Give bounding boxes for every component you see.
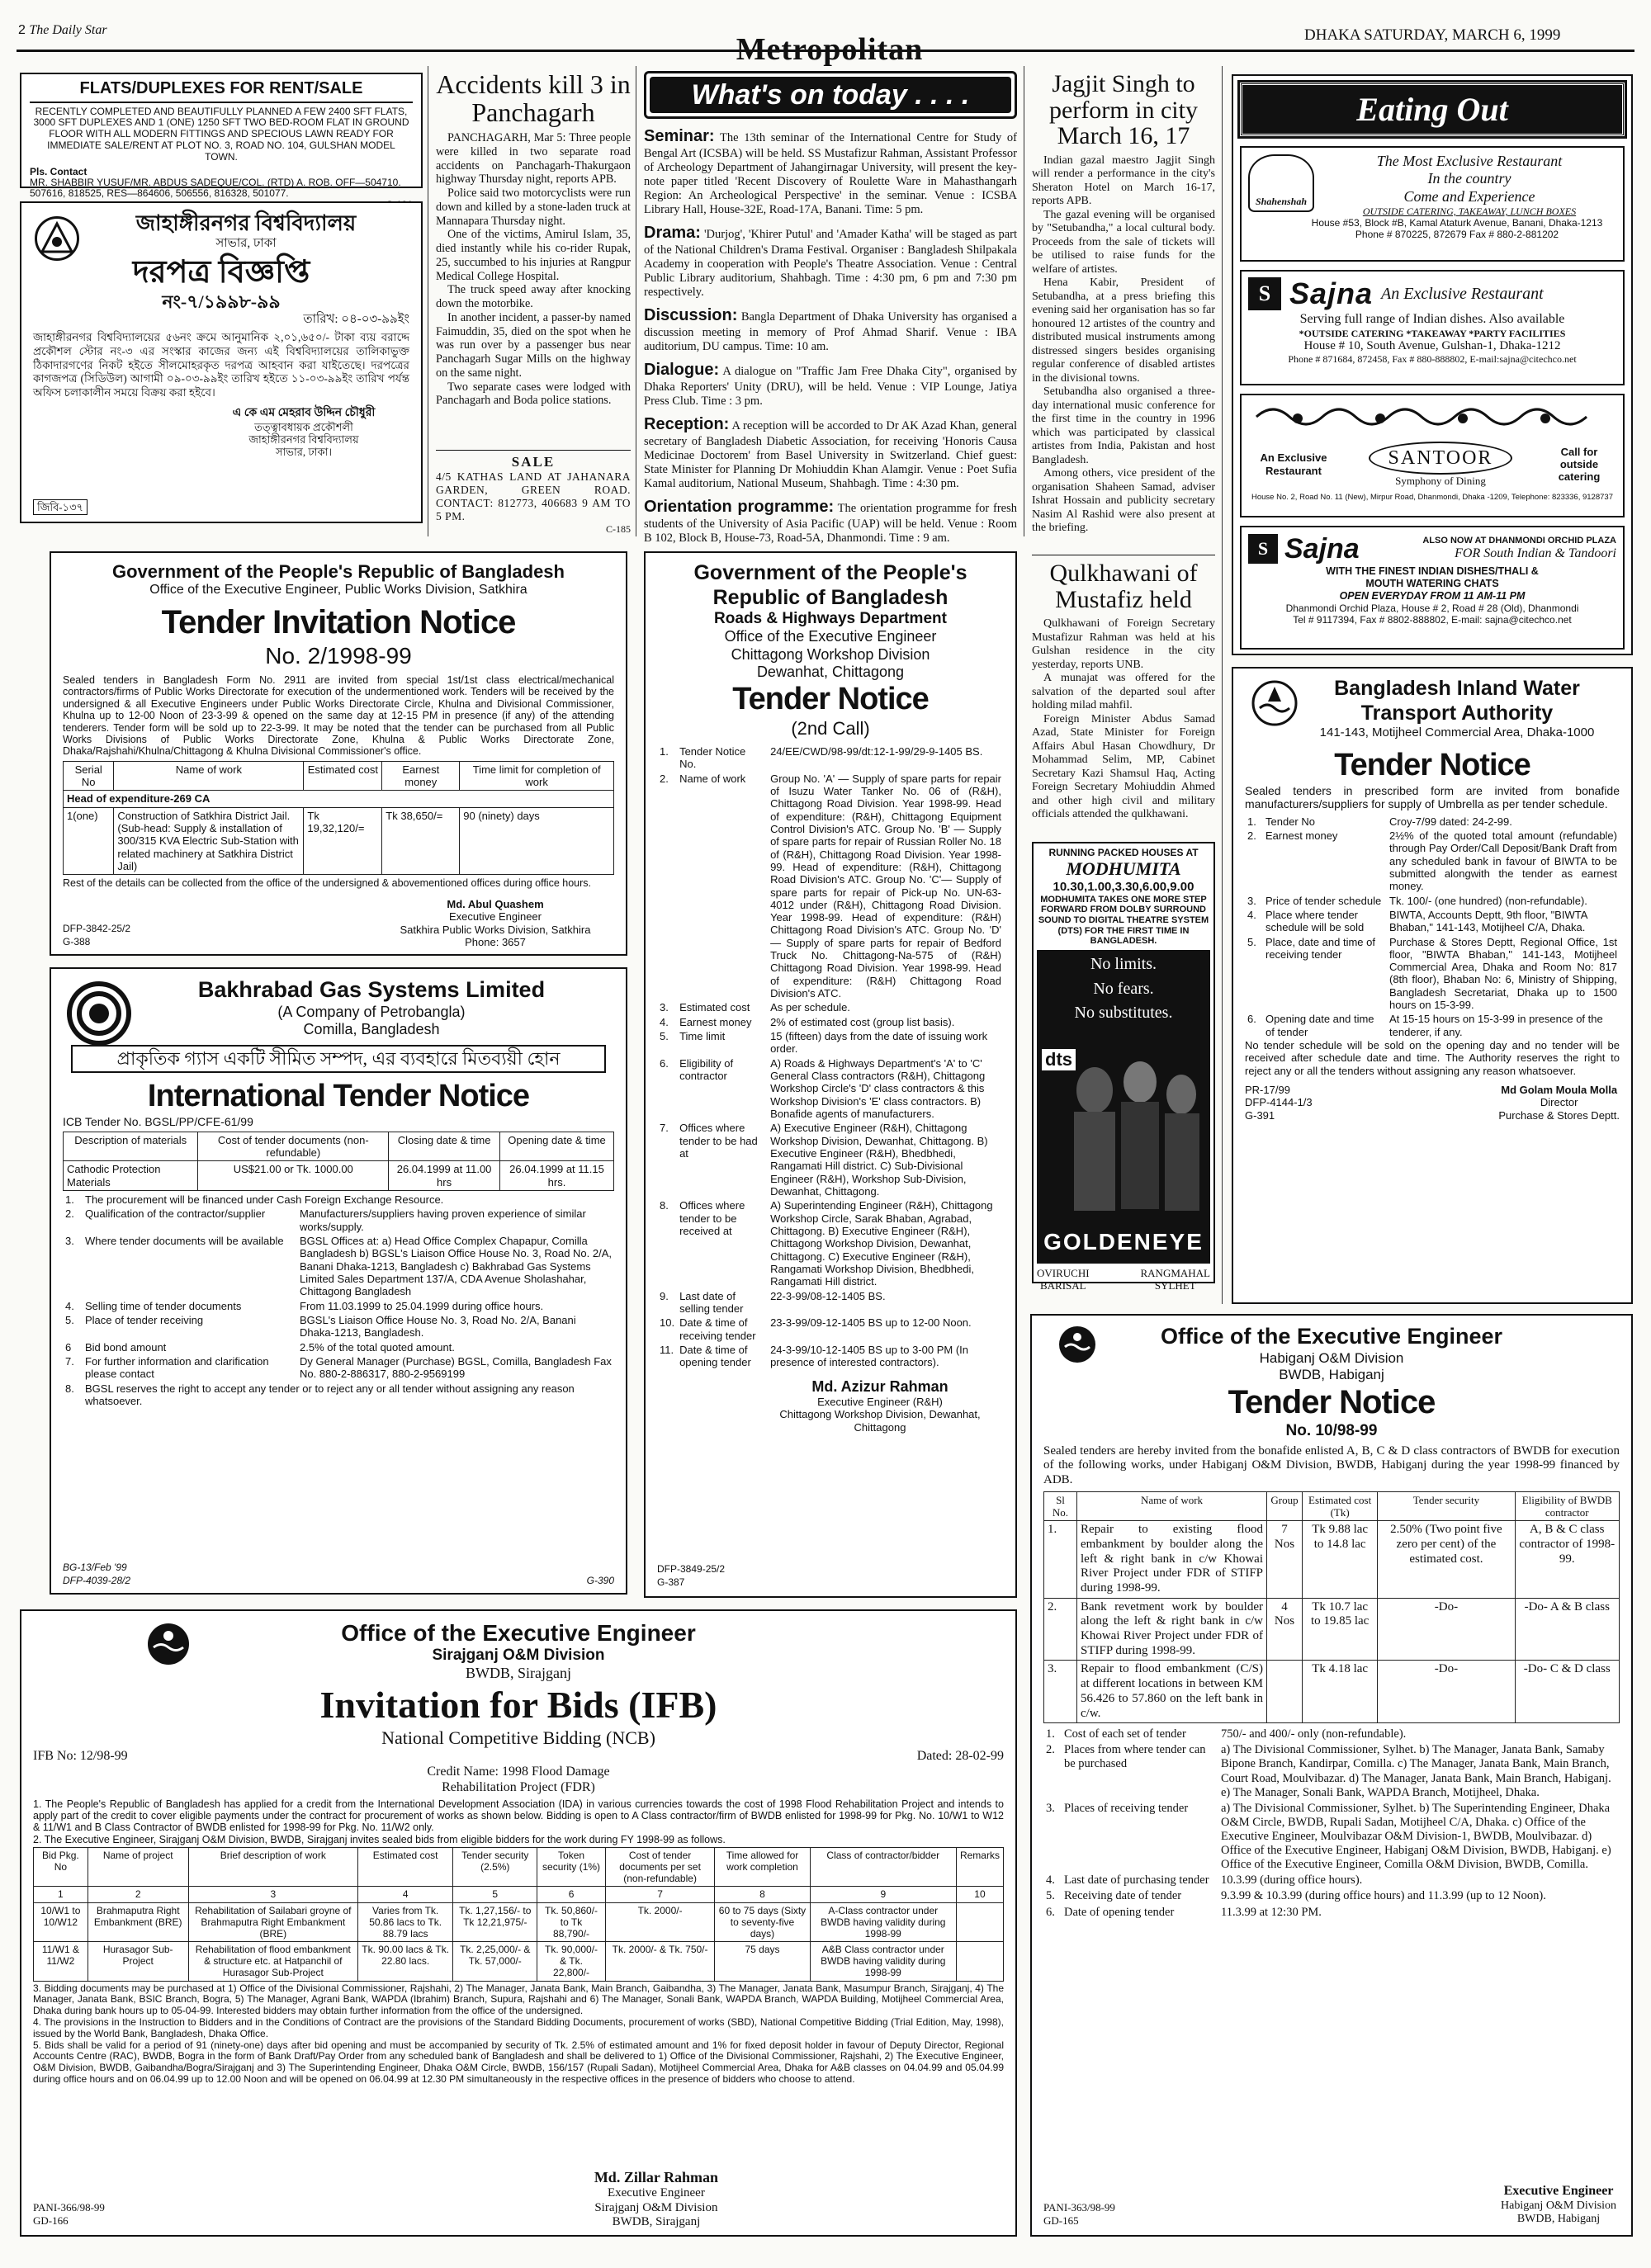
rhd-office: Office of the Executive Engineer [724, 628, 937, 645]
biwta-body: Sealed tenders in prescribed form are invited from bonafide manufacturers/suppliers for supply of Umbrella as per tender schedule. [1245, 783, 1620, 811]
bgsl-bangla-slogan: প্রাকৃতিক গ্যাস একটি সীমিত সম্পদ, এর ব্যবহারে মিতব্যয়ী হোন [71, 1045, 606, 1073]
cinema-other-halls [1037, 1267, 1210, 1292]
list-item: 6 Bid bond amount 2.5% of the total quoted amount. [65, 1340, 455, 1354]
university-place: সাভার, ঢাকা [215, 236, 277, 250]
cinema-tagline: No limits. [1090, 955, 1157, 973]
whats-on-banner [644, 71, 1017, 119]
pwd-code: DFP-3842-25/2 [63, 922, 131, 934]
habiganj-office: Office of the Executive Engineer [1160, 1324, 1503, 1349]
list-item: 5. Time limit 15 (fifteen) days from the date of issuing work order. [660, 1030, 988, 1056]
sajna-name: Sajna [1289, 276, 1374, 311]
list-item: 4. Place where tender schedule will be sold BIWTA, Accounts Deptt, 9th floor, "BIWTA Bhaban," 141-143, Motijheel C/A, Dhaka. [1247, 908, 1587, 934]
sirajganj-sign-role: Executive Engineer [607, 2185, 705, 2199]
list-item: 6. Eligibility of contractor A) Roads & Highways Department's 'A' to 'C' General Class contractors (R&H), Chittagong Workshop Circle's 'D' class contractors & this Workshop Division's 'E' class contractors. B) Bonafide agents of manufacturers. [660, 1056, 986, 1121]
table-row: Cathodic Protection Materials US$21.00 or Tk. 1000.00 26.04.1999 at 11.00 hrs 26.04.1999 at 11.15 hrs. [64, 1161, 614, 1191]
list-item: 4. Last date of purchasing tender 10.3.99 (during office hours). [1046, 1873, 1363, 1888]
rhd-code: G-387 [657, 1576, 685, 1588]
pwd-table [63, 761, 614, 876]
bgsl-items [63, 1193, 614, 1408]
sajna-logo-icon: S [1248, 534, 1278, 564]
sirajganj-para: 2. The Executive Engineer, Sirajganj O&M Division, BWDB, Sirajganj invites sealed bids from eligible bidders for the work during FY 1998-99 as follows. [33, 1833, 726, 1845]
rhd-sign-org: Chittagong Workshop Division, Dewanhat, Chittagong [779, 1408, 981, 1434]
table-row: 11/W1 & 11/W2 Hurasagor Sub-Project Rehabilitation of flood embankment & structure etc. at Hatpanchil of Hurasagor Sub-Project Tk. 90.00 lacs & Tk. 22.80 lacs. Tk. 2,25,000/- & Tk. 57,000/- Tk. 90,000/- & Tk. 22,800/- Tk. 2000/- & Tk. 750/- 75 days A&B Class contractor under BWDB having validity during 1998-99 [34, 1942, 1004, 1981]
eating-out-section [1232, 74, 1633, 655]
story-paragraph: Foreign Minister Abdus Samad Azad, State Minister for Foreign Affairs Abul Hasan Chowdhury, Dr Mohammad Selim, MP, Cabinet Secretary Kazi Shamsul Haq, Acting Foreign Secretary Mohiuddin Ahmed and other high civil and military officials attended the qulkhawani. [1032, 712, 1215, 821]
bangla-ad-sign-org: জাহাঙ্গীরনগর বিশ্ববিদ্যালয় [248, 433, 359, 447]
sale-code: C-185 [606, 522, 631, 535]
biwta-code: DFP-4144-1/3 [1245, 1096, 1313, 1109]
cinema-tagline: No substitutes. [1074, 1004, 1173, 1023]
sirajganj-code: PANI-366/98-99 [33, 2200, 105, 2214]
list-item: 8. Offices where tender to be received at A) Superintending Engineer (R&H), Chittagong Workshop Circle, Sarak Bhaban, Agrabad, Chittagong. B) Executive Engineer (R&H), Chittagong Workshop Division, Dewanhat, Chittagong. C) Executive Engineer (R&H), Rangamati Workshop Division, Bhedbhedi, Rangamati Hill district. [660, 1199, 993, 1288]
biwta-tender [1232, 667, 1633, 1304]
biwta-foot: No tender schedule will be sold on the opening day and no tender will be received after schedule date and time. The Authority reserves the right to reject any or all the tenders without assigning any reason whatsoever. [1245, 1039, 1620, 1077]
shahenshah-tag: Come and Experience [1403, 187, 1535, 205]
santoor-address: House No. 2, Road No. 11 (New), Mirpur Road, Dhanmondi, Dhaka -1209, Telephone: 823336, 9128737 [1251, 492, 1613, 502]
sajna-name: Sajna [1284, 533, 1360, 565]
story-paragraph: A munajat was offered for the salvation of the departed soul after holding milad mahfil. [1032, 672, 1215, 712]
list-item: 3. Where tender documents will be available BGSL Offices at: a) Head Office Complex Chapapur, Comilla Bangladesh b) BGSL's Liaison Office House No. 3, Road No. 2/A, Banani Dhaka-1213, Bangladesh c) Bakhrabad Gas Systems Limited Sales Department 137/A, CDA Avenue Sholashahar, Chittagong Bangladesh [65, 1234, 613, 1298]
rhd-division: Chittagong Workshop Division [731, 645, 930, 663]
bangla-ad-sign: এ কে এম মেহরাব উদ্দিন চৌধুরী [232, 407, 376, 420]
flats-ad-contact: MR. SHABBIR YUSUF/MR. ABDUS SADEQUE/COL. (RTD) A. ROB. OFF—504710. 507616, 818525, RES—864606, 506556, 816328, 501077. [30, 176, 401, 199]
rhd-tender [644, 551, 1017, 1598]
biwta-name: Bangladesh Inland Water [1334, 677, 1580, 700]
sajna-phone: Tel # 9117394, Fax # 8802-888802, E-mail: sajna@citechco.net [1293, 613, 1572, 626]
whats-on-item: Drama: 'Durjog', 'Khirer Putul' and 'Amader Katha' will be staged as part of the National Children's Drama Festival. Organiser : Bangladesh Shilpakala Academy in cooperation with People's Theatre Association. Venue : Central Public Library auditorium, Shahbagh. Time : 4:30 pm, 6 pm and 7:30 pm respectively. [644, 224, 1018, 300]
list-item: 1. Tender No Croy-7/99 dated: 24-2-99. [1247, 815, 1512, 828]
list-item: 8. BGSL reserves the right to accept any tender or to reject any or all tender without assigning any reason whatsoever. [65, 1382, 575, 1407]
biwta-sign-org: Purchase & Stores Deptt. [1498, 1108, 1620, 1122]
list-item: 2. Earnest money 2½% of the quoted total amount (refundable) through Pay Order/Call Deposit/Bank Draft from any scheduled bank in favour of BIWTA to be submitted alongwith the tender as earnest money. [1247, 829, 1617, 893]
santoor-name: SANTOOR [1369, 442, 1513, 475]
story-paragraph: Hena Kabir, President of Setubandha, at a press briefing this evening said her organisation has so far honoured 12 artistes of the country and distributed musical instruments among distressed singers besides organising regular conference of disabled artistes in the divisional towns. [1032, 276, 1215, 385]
santoor-instruments-icon [1248, 400, 1611, 433]
bangla-ad-ref: নং-৭/১৯৯৮-৯৯ [162, 291, 281, 313]
pwd-sign-role: Executive Engineer [448, 910, 542, 924]
biwta-address: 141-143, Motijheel Commercial Area, Dhaka-1000 [1319, 725, 1595, 739]
rhd-code: DFP-3849-25/2 [657, 1562, 726, 1575]
bgsl-code: DFP-4039-28/2 [63, 1574, 131, 1586]
cinema-figures [1062, 1057, 1202, 1214]
bwdb-logo-icon [145, 1621, 192, 1667]
habiganj-tender [1030, 1314, 1633, 2237]
biwta-code: G-391 [1245, 1108, 1275, 1122]
sirajganj-para: 4. The provisions in the Instruction to Bidders and in the Conditions of Contract are the provisions of the Standard Bidding Documents, procurement of works (SBD), National Competitive Bidding (Trial Edition, May, 1998), issued by the World Bank, Bangladesh, Dhaka Office. [33, 2015, 1004, 2039]
table-row: 3. Repair to flood embankment (C/S) at different locations in between KM 56.426 to 57.860 on the left bank in c/w. Tk 4.18 lac -Do- -Do- C & D class [1044, 1661, 1620, 1723]
qulkhawani-headline: Qulkhawani of Mustafiz held [1049, 560, 1198, 613]
table-number-row: 1 2 3 4 5 6 7 8 9 10 [34, 1887, 1004, 1902]
sale-classified [436, 450, 631, 535]
rhd-items [657, 744, 1004, 1370]
bangla-ad-code: জিবি-১৩৭ [33, 499, 88, 515]
bgsl-sub: (A Company of Petrobangla) [277, 1003, 466, 1020]
habiganj-code: GD-165 [1043, 2214, 1079, 2227]
sale-body: 4/5 KATHAS LAND AT JAHANARA GARDEN, GREEN ROAD. CONTACT: 812773, 406683 9 AM TO 5 PM. [436, 470, 631, 522]
cinema-times: 10.30,1.00,3.30,6.00,9.00 [1053, 880, 1194, 895]
list-item: 5. Place of tender receiving BGSL's Liaison Office House No. 3, Road No. 2/A, Banani Dhaka-1213, Bangladesh. [65, 1313, 576, 1340]
bgsl-code: BG-13/Feb '99 [63, 1561, 127, 1573]
whats-on-item: Discussion: Bangla Department of Dhaka University has organised a discussion meeting in memory of Prof Ahmad Sharif. Venue : IBA auditorium, DU campus. Time: 10 am. [644, 306, 1017, 353]
pwd-title: Tender Invitation Notice [161, 603, 516, 640]
list-item: 3. Places of receiving tender a) The Divisional Commissioner, Sylhet. b) The Superintending Engineer, Dhaka O&M Circle, BWDB, Rupali Sadan, Motijheel C/A, Dhaka. c) Office of the Executive Engineer, Moulvibazar O&M Division-1, BWDB, Moulvibazar. d) Office of the Executive Engineer, Habiganj O&M Division, BWDB, Habiganj. e) Office of the Executive Engineer, Comilla O&M Division, BWDB, Comilla. [1046, 1801, 1611, 1872]
cinema-tagline: No fears. [1093, 979, 1154, 998]
shahenshah-ad [1240, 146, 1625, 262]
jahangirnagar-tender-ad [20, 201, 423, 523]
list-item: 5. Receiving date of tender 9.3.99 & 10.3.99 (during office hours) and 11.3.99 (up to 12 Noon). [1046, 1889, 1546, 1903]
story-paragraph: Setubandha also organised a three-day international music conference for the first time in the country in 1996 which was participated by classical artistes from India, Pakistan and host Bangladesh. [1032, 385, 1215, 466]
flats-ad-title: FLATS/DUPLEXES FOR RENT/SALE [30, 79, 413, 103]
sirajganj-office: Office of the Executive Engineer [341, 1620, 696, 1646]
bwdb-logo-icon [1057, 1324, 1098, 1365]
story-paragraph: The gazal evening will be organised by "Setubandha," a local cultural body. Proceeds from the sale of tickets will be utilised to raise funds for the welfare of artistes. [1032, 208, 1215, 276]
column-rule [1222, 66, 1223, 1304]
biwta-logo-icon [1250, 678, 1299, 728]
sajna-address: House # 10, South Avenue, Gulshan-1, Dhaka-1212 [1303, 338, 1561, 352]
university-logo-icon [35, 216, 79, 261]
cinema-other-hall: RANGMAHAL SYLHET [1140, 1267, 1210, 1292]
shahenshah-tag: The Most Exclusive Restaurant [1376, 153, 1563, 170]
list-item: 2. Qualification of the contractor/supplier Manufacturers/suppliers having proven experience of similar works/supply. [65, 1207, 586, 1233]
whats-on-list [644, 127, 1017, 546]
biwta-sign: Md Golam Moula Molla [1501, 1084, 1618, 1097]
sirajganj-dated: Dated: 28-02-99 [916, 1748, 1004, 1763]
bgsl-tender [50, 967, 627, 1595]
sajna-hours: OPEN EVERYDAY FROM 11 AM-11 PM [1339, 589, 1526, 602]
bangla-ad-sign-place: সাভার, ঢাকা। [275, 446, 333, 459]
rhd-dept: Roads & Highways Department [714, 610, 947, 627]
shahenshah-services: OUTSIDE CATERING, TAKEAWAY, LUNCH BOXES [1362, 205, 1577, 217]
list-item: 5. Place, date and time of receiving tender Purchase & Stores Deptt, Regional Office, 1st floor, "BIWTA Bhaban," 141-143, Motijheel Commercial Area, Dhaka and Room No: 817 (8th floor), Bhaban No: 6, Ministry of Shipping, Bangladesh Secretariat, Dhaka up to 1500 hours on 15-3-99. [1247, 935, 1617, 1012]
bgsl-place: Comilla, Bangladesh [303, 1021, 440, 1038]
bangla-ad-body: জাহাঙ্গীরনগর বিশ্ববিদ্যালয়ের ৫৬নং ক্রমে আনুমানিক ২,০১,৬৫০/- টাকা ব্যয় বরাদ্দে প্রকৌশল স্টোর নং-৩ এর সংস্কার কাজের জন্য এই বিশ্ববিদ্যালয়ের তালিকাভুক্ত ঠিকাদারগণের নিকট হইতে সীলমোহরকৃত দরপত্র আহবান করা যাইতেছে। দরপত্রের কাগজপত্র (সিডিউল) আগামী ০৯-০৩-৯৯ইং তারিখ হইতে ১১-০৩-৯৯ইং তারিখ পর্যন্ত অফিস চলাকালীন সময়ে বিক্রয় করা হইবে। [33, 330, 409, 399]
table-header-row: Serial No Name of work Estimated cost Earnest money Time limit for completion of work [64, 761, 614, 791]
sajna-services: *OUTSIDE CATERING *TAKEAWAY *PARTY FACILITIES [1299, 327, 1566, 339]
cinema-poster [1037, 950, 1210, 1264]
habiganj-code: PANI-363/98-99 [1043, 2200, 1115, 2214]
sirajganj-ncb: National Competitive Bidding (NCB) [381, 1727, 655, 1748]
sajna-line: WITH THE FINEST INDIAN DISHES/THALI & [1326, 565, 1539, 578]
sajna-orchid-ad [1240, 526, 1625, 650]
whats-on-title: What's on today . . . . [650, 77, 1011, 113]
masthead-rule [17, 50, 1634, 52]
whats-on-item: Dialogue: A dialogue on "Traffic Jam Free Dhaka City", organised by Dhaka Reporters' Unity (DRU), will be held. Venue : VIP Lounge, Jatiya Press Club. Time : 3 pm. [644, 361, 1018, 408]
qulkhawani-story [1032, 555, 1215, 822]
cinema-body: MODHUMITA TAKES ONE MORE STEP FORWARD FROM DOLBY SURROUND SOUND TO DIGITAL THEATRE SYSTEM (DTS) FOR THE FIRST TIME IN BANGLADESH. [1038, 894, 1209, 947]
pwd-code: G-388 [63, 935, 91, 947]
university-name: জাহাঙ্গীরনগর বিশ্ববিদ্যালয় [135, 211, 357, 235]
habiganj-info [1043, 1727, 1620, 1920]
pwd-sign-org: Satkhira Public Works Division, Satkhira [400, 923, 591, 936]
sirajganj-ifb-no: IFB No: 12/98-99 [33, 1748, 128, 1763]
list-item: 7. Offices where tender to be had at A) Executive Engineer (R&H), Chittagong Workshop Division, Dewanhat, Chittagong. B) Executive Engineer (R&H), Bhedbhedi, Rangamati Hill district. C) Sub-Divisional Engineer (R&H), Workshop Sub-Division, Dewanhat, Chittagong. [660, 1122, 988, 1198]
sajna-line: MOUTH WATERING CHATS [1365, 578, 1499, 590]
shahenshah-logo: Shahenshah [1248, 154, 1314, 212]
film-title: GOLDENEYE [1043, 1228, 1204, 1254]
rhd-gov: Republic of Bangladesh [712, 585, 948, 609]
habiganj-sub: BWDB, Habiganj [1279, 1366, 1384, 1382]
bgsl-table [63, 1132, 614, 1191]
bgsl-code: G-390 [586, 1574, 614, 1586]
list-item: 2. Places from where tender can be purchased a) The Divisional Commissioner, Sylhet. b) The Manager, Janata Bank, Samaby Bipone Branch, Kandirpar, Comilla. c) The Manager, Janata Bank, Main Branch, Court Road, Moulvibazar. d) The Manager, Janata Bank, Main Branch, Habiganj. e) The Manager, Sonali Bank, WAPDA Branch, Motijheel, Dhaka. [1046, 1743, 1611, 1799]
bangla-ad-date: তারিখ: ০৪-০৩-৯৯ইং [303, 313, 409, 327]
sirajganj-sign: Md. Zillar Rahman [594, 2168, 718, 2185]
story-paragraph: Indian gazal maestro Jagjit Singh will render a performance in the city's Sheraton Hotel on March 16-17, reports APB. [1032, 154, 1215, 208]
rhd-gov: Government of the People's [693, 561, 967, 584]
list-item: 1. Tender Notice No. 24/EE/CWD/98-99/dt:12-1-99/29-9-1405 BS. [660, 744, 983, 771]
sirajganj-sub: BWDB, Sirajganj [466, 1665, 571, 1682]
list-item: 3. Estimated cost As per schedule. [660, 1001, 850, 1014]
sirajganj-credit: Credit Name: 1998 Flood Damage [427, 1764, 610, 1779]
accidents-headline: Accidents kill 3 in Panchagarh [436, 69, 631, 127]
santoor-ad [1240, 394, 1625, 517]
story-paragraph: One of the victims, Amirul Islam, 35, died instantly while his co-rider Rupak, 25, succumbed to his injuries at Rangpur Medical College Hospital. [436, 228, 631, 283]
rhd-place: Dewanhat, Chittagong [756, 663, 905, 680]
table-row: 10/W1 to 10/W12 Brahmaputra Right Embankment (BRE) Rehabilitation of Sailabari groyne of Brahmaputra Right Embankment (BRE) Varies from Tk. 50.86 lacs to Tk. 88.79 lacs Tk. 1,27,156/- to Tk 12,21,975/- Tk. 50,860/- to Tk 88,790/- Tk. 2000/- 60 to 75 days (Sixty to seventy-five days) A-Class contractor under BWDB having validity during 1998-99 [34, 1902, 1004, 1941]
table-header-row: Bid Pkg. No Name of project Brief description of work Estimated cost Tender security (2.5%) Token security (1%) Cost of tender documents per set (non-refundable) Time allowed for work completion Class of contractor/bidder Remarks [34, 1848, 1004, 1887]
biwta-name: Transport Authority [1360, 701, 1554, 725]
sirajganj-para: 5. Bids shall be valid for a period of 91 (ninety-one) days after bid opening and must be accompanied by security of Tk. 2.5% of estimated amount and 1% for fixed deposit holder in favour of Deputy Director, Regional Accounts Centre (RAC), BWDB, Bogra in the form of Bank Draft/Pay Order from any scheduled bank of Bangladesh and shall be delivered to 1) Office of the Divisional Commissioner, Rajshahi, 2) The Executive Engineer, O&M Division, BWDB, Gaibandha/Bogra/Sirajganj and 3) The Superintending Engineer, Dhaka O&M Circle, BWDB, 156/157 (Rupali Sadan), Motijheel Commercial Area, Dhaka for A&B classes on 04.04.99 and 05.04.99 during office hours and on 06.04.99 up to 12.00 Noon and will be opened on 06.04.99 at 12.30 PM simultaneously in the respective offices in the presence of bidders who choose to attend. [33, 2039, 1004, 2085]
pwd-number: No. 2/1998-99 [265, 643, 412, 669]
santoor-right: Call for outside catering [1558, 445, 1601, 484]
sajna-logo-icon: S [1248, 277, 1281, 310]
sajna-line: Serving full range of Indian dishes. Also available [1299, 311, 1565, 326]
shahenshah-phone: Phone # 870225, 872679 Fax # 880-2-881202 [1355, 229, 1559, 241]
story-paragraph: Among others, vice president of the organisation Shaheen Samad, adviser Ishrat Hossain and publicity secretary Nasim Al Rashid were also present at the briefing. [1032, 467, 1215, 535]
sirajganj-table [33, 1847, 1004, 1982]
bgsl-title: International Tender Notice [147, 1079, 530, 1114]
flats-ad-contact-label: Pls. Contact [30, 165, 88, 177]
habiganj-division: Habiganj O&M Division [1259, 1349, 1404, 1366]
table-header-row: Sl No. Name of work Group Estimated cost (Tk) Tender security Eligibility of BWDB contractor [1044, 1491, 1620, 1521]
sajna-also: ALSO NOW AT DHANMONDI ORCHID PLAZA [1422, 536, 1616, 546]
list-item: 1. Cost of each set of tender 750/- and 400/- only (non-refundable). [1046, 1727, 1407, 1741]
list-item: 7. For further information and clarification please contact Dy General Manager (Purchase) BGSL, Comilla, Bangladesh Fax No. 880-2-886317, 880-2-9569199 [65, 1354, 612, 1381]
list-item: 10. Date & time of receiving tender 23-3-99/09-12-1405 BS up to 12-00 Noon. [660, 1316, 972, 1342]
goldeneye-cinema-ad [1032, 842, 1215, 1292]
sirajganj-code: GD-166 [33, 2214, 69, 2227]
habiganj-title: Tender Notice [1228, 1383, 1436, 1420]
list-item: 1. The procurement will be financed under Cash Foreign Exchange Resource. [65, 1193, 444, 1206]
sajna-phone: Phone # 871684, 872458, Fax # 880-888802, E-mail:sajna@citechco.net [1288, 353, 1577, 366]
table-row: 1. Repair to existing flood embankment by boulder along the left & right bank in c/w Khowai River Project under FDR of STIFP during 1998-99. 7 Nos Tk 9.88 lac to 14.8 lac 2.50% (Two point five zero per cent) of the estimated cost. A, B & C class contractor of 1998-99. [1044, 1521, 1620, 1598]
paper-name: The Daily Star [29, 23, 107, 37]
accidents-story [436, 71, 631, 408]
bgsl-ref: ICB Tender No. BGSL/PP/CFE-61/99 [63, 1115, 253, 1129]
story-paragraph: In another incident, a passer-by named Faimuddin, 35, died on the spot when he was run over by a passenger bus near Panchagarh Sugar Mills on the highway on the same night. [436, 310, 631, 380]
habiganj-table [1043, 1491, 1620, 1724]
list-item: 6. Date of opening tender 11.3.99 at 12:30 PM. [1046, 1905, 1322, 1919]
whats-on-item: Seminar: The 13th seminar of the International Centre for Study of Bengal Art (ICSBA) will be held. SS Mustafizur Rahman, Assistant Professor of Archeology Department of Jahangirnagar University, will present the key-note paper titled 'Recent Discovery of Roulette Ware in Mahasthangarh Region: An Archeological Perspective' in the seminar. Venue : ICSBA Library Hall, House-32E, Road-17A, Banani. Time: 5 pm. [644, 127, 1017, 217]
dts-logo: dts [1042, 1049, 1076, 1070]
list-item: 6. Opening date and time of tender At 15-15 hours on 15-3-99 in presence of the tenderer, if any. [1247, 1013, 1603, 1038]
sirajganj-division: Sirajganj O&M Division [432, 1647, 605, 1665]
sirajganj-credit: Rehabilitation Project (FDR) [442, 1779, 595, 1794]
pwd-body: Sealed tenders in Bangladesh Form No. 2911 are invited from special 1st/1st class electrical/mechanical contractors/firms of Public Works Directorate for execution of the undermentioned work. Tenders will be received by the undersigned & all Executive Engineers under Public Works Directorate Circle, Khulna and Divisional Commissioner, Khulna up to 12-00 Noon of 23-3-99 & opened on the same day at 12-15 PM in presence (if any) of the attending tenderers. Tender form will be sold up to 22-3-99. It may be noted that the tender can be purchased from all Public Works Divisions of Public Works Directorate Zone, Khulna & Public Works Directorate Zone, Dhaka/Rajshahi/Khulna/Chittagong & Khulna Divisional Commissioner's office. [63, 674, 614, 758]
eating-out-banner: Eating Out [1240, 83, 1625, 136]
shahenshah-address: House #53, Block #B, Kamal Ataturk Avenue, Banani, Dhaka-1213 [1311, 217, 1603, 229]
biwta-sign-role: Director [1540, 1096, 1578, 1109]
pwd-phone: Phone: 3657 [465, 936, 526, 949]
list-item: 11. Date & time of opening tender 24-3-99/10-12-1405 BS up to 3-00 PM (In presence of interested contractors). [660, 1343, 969, 1369]
habiganj-sign-place: BWDB, Habiganj [1516, 2213, 1601, 2226]
pwd-gov: Government of the People's Republic of Bangladesh [112, 561, 565, 582]
cinema-hall: MODHUMITA [1066, 858, 1181, 880]
story-paragraph: PANCHAGARH, Mar 5: Three people were killed in two separate road accidents on Panchagarh-Thakurgaon highway Thursday night, reports APB. [436, 131, 631, 187]
santoor-left: An Exclusive Restaurant [1260, 451, 1327, 477]
biwta-code: PR-17/99 [1245, 1084, 1290, 1097]
sajna-for: FOR South Indian & Tandoori [1455, 546, 1616, 561]
bangla-ad-sign-role: তত্ত্বাবধায়ক প্রকৌশলী [254, 420, 353, 433]
list-item: 3. Price of tender schedule Tk. 100/- (one hundred) (non-refundable). [1247, 894, 1587, 907]
table-header-row: Description of materials Cost of tender documents (non-refundable) Closing date & time Opening date & time [64, 1132, 614, 1161]
story-paragraph: Qulkhawani of Foreign Secretary Mustafizur Rahman was held at his Gulshan residence in the city yesterday, reports UNB. [1032, 617, 1215, 671]
sajna-address: Dhanmondi Orchid Plaza, House # 2, Road # 28 (Old), Dhanmondi [1285, 602, 1579, 614]
habiganj-number: No. 10/98-99 [1285, 1422, 1378, 1440]
flats-ad [20, 73, 423, 199]
sirajganj-ifb [20, 1609, 1017, 2237]
sirajganj-title: Invitation for Bids (IFB) [319, 1683, 717, 1726]
cinema-top: RUNNING PACKED HOUSES AT [1048, 847, 1199, 858]
santoor-symphony: Symphony of Dining [1395, 475, 1486, 488]
sale-title: SALE [511, 454, 556, 470]
sirajganj-para: 3. Bidding documents may be purchased at 1) Office of the Divisional Commissioner, Rajshahi, 2) The Manager, Janata Bank, Main Branch, Gaibandha, 3) The Manager, Janata Bank, Masumpur Branch, Sirajganj, 4) The Manager, Janata Bank, BSIC Branch, Bogra, 5) The Manager, Agrani Bank, WAPDA (Ibrahim) Branch, Supura, Rajshahi and 6) The Manager, Sonali Bank, WAPDA Branch, WAPDA Building, Motijheel Commercial Area, Dhaka during bank hours up to 05-04-99. Interested bidders may obtain further information from the office of the undersigned. [33, 1982, 1004, 2017]
shahenshah-tag: In the country [1427, 170, 1511, 187]
page-number: 2 The Daily Star [18, 23, 107, 37]
story-paragraph: The truck speed away after knocking down the motorbike. [436, 283, 631, 311]
pwd-rest: Rest of the details can be collected from the office of the undersigned & abovementioned offices during office hours. [63, 877, 591, 890]
pwd-sign: Md. Abul Quashem [447, 898, 544, 911]
rhd-sign: Md. Azizur Rahman [811, 1377, 948, 1395]
story-paragraph: Police said two motorcyclists were run down and killed by a stone-laden truck at Mannapara Thursday night. [436, 187, 631, 228]
pwd-office: Office of the Executive Engineer, Public Works Division, Satkhira [149, 582, 527, 597]
pwd-satkhira-tender [50, 551, 627, 956]
whats-on-today [644, 71, 1017, 552]
cinema-other-hall: OVIRUCHI BARISAL [1037, 1267, 1090, 1292]
list-item: 4. Earnest money 2% of estimated cost (group list basis). [660, 1015, 955, 1028]
rhd-sign-role: Executive Engineer (R&H) [817, 1395, 943, 1408]
habiganj-sign-org: Habiganj O&M Division [1501, 2199, 1616, 2212]
bangla-ad-title: দরপত্র বিজ্ঞপ্তি [132, 255, 310, 291]
sirajganj-sign-place: BWDB, Sirajganj [612, 2215, 701, 2229]
flats-ad-body: RECENTLY COMPLETED AND BEAUTIFULLY PLANNED A FEW 2400 SFT FLATS, 3000 SFT DUPLEXES AND 1 (ONE) 1250 SFT TWO BED-ROOM FLAT IN GROUND FLOOR WITH ALL MODERN FITTINGS AND SPECIOUS LAWN READY FOR IMMEDIATE SALE/RENT AT PLOT NO. 3, ROAD NO. 104, GULSHAN MODEL TOWN. [33, 105, 409, 163]
list-item: 9. Last date of selling tender 22-3-99/08-12-1405 BS. [660, 1289, 886, 1315]
list-item: 2. Name of work Group No. 'A' — Supply of spare parts for repair of Isuzu Water Tanker No. 06 of (R&H), Chittagong Road Division. Year 1998-99. Head of expenditure: (R&H), Chittagong Equipment Control Division's ATC. Group No. 'B' — Supply of spare parts for repair of Russian Roller No. 18 of (R&H), Chittagong Road Division. Year 1998-99. Head of expenditure: (R&H), Chittagong Road Division's ATC. Group No. 'C'— Supply of spare parts for repair of Pick-up No. UN-63-4012 under (R&H), Chittagong Road Division. Year 1998-99. Head of expenditure: (R&H) Chittagong Road Division's ATC. Group No. 'D' — Supply of spare parts for repair of Bedford Truck No. Chittagong-Na-575 of (R&H) Chittagong Road Division. Year 1998-99. Head of expenditure: (R&H) Chittagong Road Division's ATC. [660, 772, 1001, 1000]
rhd-call: (2nd Call) [791, 717, 870, 739]
jagjit-headline: Jagjit Singh to perform in city March 16, 17 [1049, 70, 1198, 149]
habiganj-body: Sealed tenders are hereby invited from the bonafide enlisted A, B, C & D class contractors of BWDB for execution of the following works, under Habiganj O&M Division, BWDB, Habiganj during the year 1998-99 financed by ADB. [1043, 1443, 1620, 1486]
sajna-ad [1240, 270, 1625, 385]
whats-on-item: Reception: A reception will be accorded to Dr AK Azad Khan, general secretary of Bangladesh Diabetic Association, for receiving 'Honoris Causa Medicinae Doctorem' from Basel University in Switzerland. Chief guest: State Minister for Planning Dr Mohiuddin Khan Alamgir. Venue : Poet Sufia Kamal auditorium, National Museum, Shahbagh. Time : 4:30 pm. [644, 414, 1018, 490]
rhd-title: Tender Notice [732, 682, 929, 717]
table-row: Head of expenditure-269 CA [64, 791, 614, 807]
dateline: DHAKA SATURDAY, MARCH 6, 1999 [1304, 26, 1561, 44]
habiganj-sign-role: Executive Engineer [1503, 2184, 1614, 2199]
section-title: Metropolitan [736, 32, 924, 67]
table-row: 1(one) Construction of Satkhira District Jail. (Sub-head: Supply & installation of 300/315 KVA Electric Sub-Station with related machinery at Satkhira District Jail) Tk 19,32,120/= Tk 38,650/= 90 (ninety) days [64, 807, 614, 875]
story-paragraph: Two separate cases were lodged with Panchagarh and Boda police stations. [436, 380, 631, 408]
bgsl-logo-icon [66, 980, 132, 1047]
jagjit-story [1032, 71, 1215, 536]
table-row: 2. Bank revetment work by boulder along the left & right bank in c/w Khowai River Project under FDR of STIFP during 1998-99. 4 Nos Tk 10.7 lac to 19.85 lac -Do- -Do- A & B class [1044, 1598, 1620, 1661]
bgsl-name: Bakhrabad Gas Systems Limited [197, 977, 546, 1002]
biwta-items [1245, 815, 1620, 1040]
list-item: 4. Selling time of tender documents From 11.03.1999 to 25.04.1999 during office hours. [65, 1299, 544, 1312]
sirajganj-para: 1. The People's Republic of Bangladesh has applied for a credit from the International Development Association (IDA) in various currencies towards the cost of 1998 Flood Rehabilitation Project and intends to apply part of the credit to cover eligible payments under the contract for procurement of works as shown below. Bidding is open to A Class contractor/firm of BWDB enlisted for 1998-99 for Pkg. No. 10/W1 to W12 & 11/W1 and B Class Contractor of BWDB enlisted for 1998-99 for Pkg. No. 11/W2 only. [33, 1798, 1004, 1834]
biwta-title: Tender Notice [1334, 747, 1530, 782]
whats-on-item: Orientation programme: The orientation programme for fresh students of the University of Asia Pacific (UAP) will be held. Venue : Room B 102, Block B, House-73, Road-5A, Dhanmondi. Time : 9 am. [644, 497, 1017, 545]
sirajganj-sign-org: Sirajganj O&M Division [594, 2200, 718, 2214]
sajna-tag: An Exclusive Restaurant [1381, 284, 1544, 303]
